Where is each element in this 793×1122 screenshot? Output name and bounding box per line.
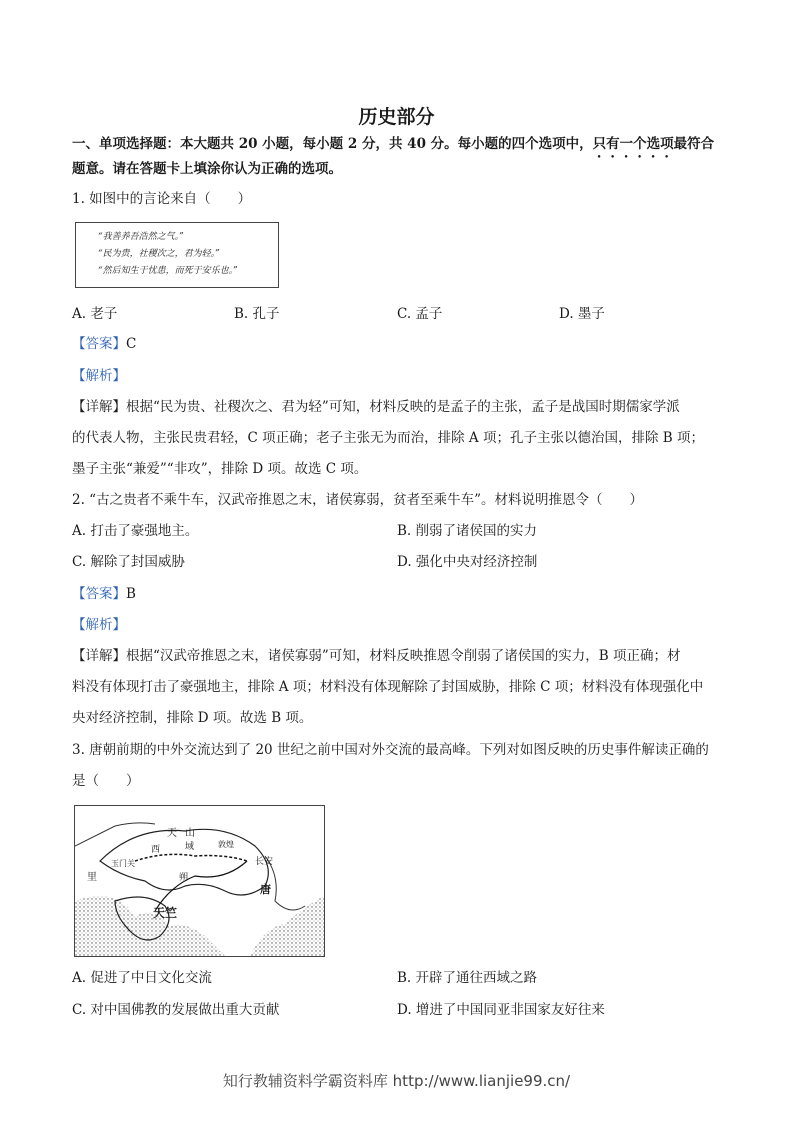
detail-line: 墨子主张“兼爱”“非攻”，排除 D 项。故选 C 项。 <box>72 461 368 477</box>
map-label: 里 <box>87 872 97 883</box>
section-header-pre: 一、单项选择题：本大题共 20 小题，每小题 2 分，共 40 分。每小题的四个选项中， <box>72 136 593 152</box>
quote-figure <box>75 222 279 288</box>
quote-line: “我善养吾浩然之气。” <box>98 232 184 242</box>
option-c: C. 孟子 <box>397 306 443 322</box>
answer-value: B <box>126 586 136 602</box>
sea-region <box>250 896 324 956</box>
answer-label: 【答案】 <box>72 336 126 352</box>
option-c: C. 对中国佛教的发展做出重大贡献 <box>72 1002 280 1018</box>
detail-line: 的代表人物，主张民贵君轻，C 项正确；老子主张无为而治，排除 A 项；孔子主张以德治国，排除 B 项； <box>72 430 704 446</box>
answer-row <box>72 584 136 604</box>
question-3-stem: 3. 唐朝前期的中外交流达到了 20 世纪之前中国对外交流的最高峰。下列对如图反映的历史事件解读正确的 <box>72 742 709 758</box>
question-2-stem: 2. “古之贵者不乘牛车，汉武帝推恩之末，诸侯寡弱，贫者至乘牛车”。材料说明推恩令（ ） <box>72 492 643 508</box>
section-header-line1 <box>72 134 714 161</box>
section-header-line2: 题意。请在答题卡上填涂你认为正确的选项。 <box>72 161 342 177</box>
map-figure <box>74 805 325 957</box>
option-a: A. 促进了中日文化交流 <box>72 970 212 986</box>
detail-line: 料没有体现打击了豪强地主，排除 A 项；材料没有体现解除了封国威胁，排除 C 项；材料没有体现强化中 <box>72 679 704 695</box>
map-label: 长安 <box>255 857 274 867</box>
option-a: A. 打击了豪强地主。 <box>72 523 199 539</box>
question-3-stem-cont: 是（ ） <box>72 773 140 789</box>
map-label: 唐 <box>260 883 271 896</box>
option-b: B. 孔子 <box>234 306 280 322</box>
detail-text: 根据“汉武帝推恩之末，诸侯寡弱”可知，材料反映推恩令削弱了诸侯国的实力，B 项正确；材 <box>126 648 681 664</box>
map-label: 西 <box>151 845 161 855</box>
option-c: C. 解除了封国威胁 <box>72 554 185 570</box>
quote-line: “民为贵，社稷次之，君为轻。” <box>98 249 220 259</box>
detail-line: 央对经济控制，排除 D 项。故选 B 项。 <box>72 710 313 726</box>
route-line <box>135 854 247 861</box>
detail-label: 【详解】 <box>72 648 126 664</box>
option-d: D. 强化中央对经济控制 <box>397 554 538 570</box>
option-d: D. 增进了中国同亚非国家友好往来 <box>397 1002 605 1018</box>
answer-label: 【答案】 <box>72 586 126 602</box>
section-header-post: 最符合 <box>673 136 715 152</box>
detail-line <box>72 397 680 417</box>
answer-value: C <box>126 336 137 352</box>
answer-row <box>72 334 136 354</box>
map-graphic <box>75 806 324 956</box>
detail-text: 根据“民为贵、社稷次之、君为轻”可知，材料反映的是孟子的主张，孟子是战国时期儒家学派 <box>126 399 680 415</box>
question-1-stem: 1. 如图中的言论来自（ ） <box>72 191 252 207</box>
detail-line <box>72 646 681 666</box>
option-a: A. 老子 <box>72 306 118 322</box>
map-label: 朔 <box>179 873 189 883</box>
option-d: D. 墨子 <box>559 306 605 322</box>
analysis-label: 【解析】 <box>72 368 126 384</box>
map-label: 天 <box>167 828 177 839</box>
map-label: 敦煌 <box>218 840 234 849</box>
option-b: B. 削弱了诸侯国的实力 <box>397 523 538 539</box>
option-b: B. 开辟了通往西域之路 <box>397 970 538 986</box>
section-header-emphasis: 只有一个选项 <box>592 136 674 152</box>
page-title: 历史部分 <box>358 106 435 128</box>
map-label: 山 <box>185 828 195 839</box>
quote-line: “然后知生于忧患，而死于安乐也。” <box>98 266 238 276</box>
map-label: 域 <box>185 842 195 852</box>
sea-region <box>75 896 225 956</box>
detail-label: 【详解】 <box>72 399 126 415</box>
map-label: 玉门关 <box>111 859 135 868</box>
map-label: 天竺 <box>153 906 178 920</box>
page-footer: 知行教辅资料学霸资料库 http://www.lianjie99.cn/ <box>222 1072 571 1090</box>
analysis-label: 【解析】 <box>72 617 126 633</box>
